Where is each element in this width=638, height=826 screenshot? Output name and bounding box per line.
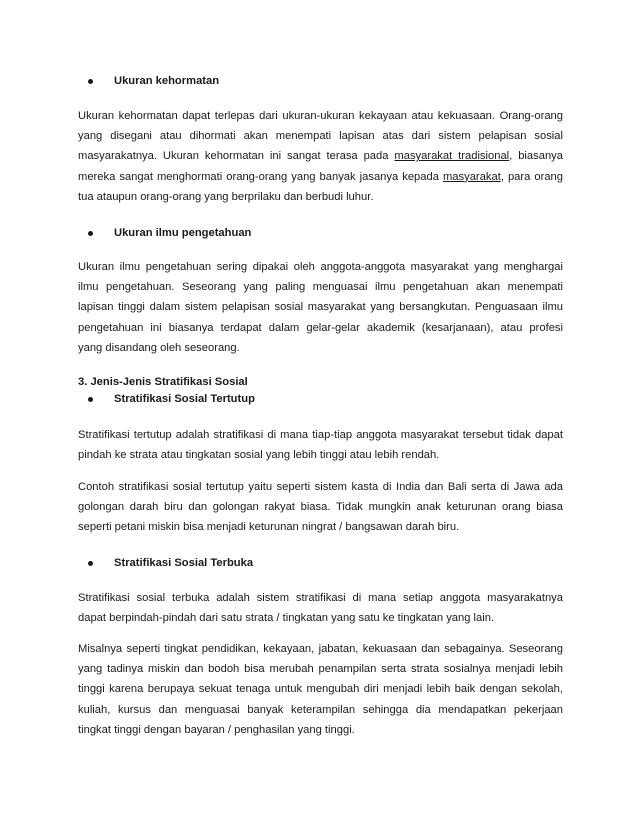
- paragraph-line: seperti petani miskin bisa menjadi keturunan ningrat / bangsawan darah biru.: [78, 521, 460, 534]
- paragraph-line: [78, 167, 563, 187]
- paragraph-line: Stratifikasi tertutup adalah stratifikasi di mana tiap-tiap anggota masyarakat tersebut tidak dapat: [78, 429, 563, 441]
- paragraph-line: tua ataupun orang-orang yang berprilaku dan berbudi luhur.: [78, 190, 374, 203]
- paragraph-stratifikasi-terbuka-definisi: [78, 588, 563, 628]
- bullet-heading-text: Stratifikasi Sosial Tertutup: [114, 393, 255, 405]
- paragraph-line: kuliah, kursus dan menguasai banyak keterampilan sehingga dia mendapatkan pekerjaan: [78, 703, 563, 716]
- line-segment: masyarakatnya. Ukuran kehormatan ini sangat terasa pada: [78, 150, 395, 163]
- bullet-dot-icon: [88, 79, 93, 84]
- paragraph-line: Stratifikasi sosial terbuka adalah sistem stratifikasi di mana setiap anggota masyarakatnya: [78, 592, 563, 604]
- bullet-heading-text: Stratifikasi Sosial Terbuka: [114, 557, 254, 569]
- paragraph-stratifikasi-terbuka-contoh: [78, 639, 563, 740]
- link-masyarakat-tradisional[interactable]: masyarakat tradisional: [394, 150, 510, 163]
- paragraph-line: yang disandang oleh seseorang.: [78, 341, 240, 354]
- line-segment: mereka sangat menghormati orang-orang yang banyak jasanya kepada: [78, 170, 443, 183]
- paragraph-line: tingkat tinggi dengan bayaran / penghasilan yang tinggi.: [78, 723, 355, 736]
- paragraph-stratifikasi-tertutup-contoh: [78, 477, 563, 538]
- paragraph-line: Ukuran kehormatan dapat terlepas dari ukuran-ukuran kekayaan atau kekuasaan. Orang-orang: [78, 110, 563, 122]
- bullet-dot-icon: [88, 231, 93, 236]
- line-segment: , para orang: [500, 170, 563, 183]
- paragraph-line: Misalnya seperti tingkat pendidikan, kekayaan, jabatan, kekuasaan dan sebagainya. Seseorang: [78, 643, 563, 655]
- bullet-dot-icon: [88, 561, 93, 566]
- paragraph-line: tinggi karena berupaya sekuat tenaga untuk mengubah diri menjadi lebih baik dengan sekolah,: [78, 683, 563, 696]
- paragraph-line: yang tadinya miskin dan bodoh bisa merubah penampilan serta strata sosialnya menjadi lebih: [78, 663, 563, 676]
- section-title-jenis-stratifikasi: 3. Jenis-Jenis Stratifikasi Sosial: [78, 376, 248, 388]
- paragraph-line: [78, 146, 563, 166]
- bullet-dot-icon: [88, 397, 93, 402]
- bullet-heading-text: Ukuran kehormatan: [114, 75, 220, 87]
- link-masyarakat[interactable]: masyarakat: [442, 170, 501, 183]
- line-segment: , biasanya: [509, 150, 563, 163]
- paragraph-line: lapisan tinggi dalam sistem pelapisan sosial masyarakat yang bersangkutan. Penguasaan ilmu: [78, 301, 563, 314]
- paragraph-line: ilmu pengetahuan. Seseorang yang paling menguasai ilmu pengetahuan akan menempati: [78, 281, 563, 294]
- paragraph-line: golongan darah biru dan golongan rakyat biasa. Tidak mungkin anak keturunan orang biasa: [78, 501, 563, 514]
- paragraph-line: pengetahuan ini biasanya terdapat dalam gelar-gelar akademik (kesarjanaan), atau profesi: [78, 321, 563, 334]
- paragraph-line: Ukuran ilmu pengetahuan sering dipakai oleh anggota-anggota masyarakat yang menghargai: [78, 261, 563, 273]
- paragraph-ukuran-ilmu-pengetahuan: [78, 257, 563, 358]
- paragraph-line: dapat berpindah-pindah dari satu strata / tingkatan yang satu ke tingkatan yang lain.: [78, 612, 495, 625]
- paragraph-ukuran-kehormatan: [78, 106, 563, 207]
- paragraph-line: pindah ke strata atau tingkatan sosial yang lebih tinggi atau lebih rendah.: [78, 449, 440, 462]
- paragraph-line: yang disegani atau dihormati akan menempati lapisan atas dari sistem pelapisan sosial: [78, 130, 563, 143]
- paragraph-line: Contoh stratifikasi sosial tertutup yaitu seperti sistem kasta di India dan Bali serta di Jawa ada: [78, 481, 563, 493]
- bullet-heading-text: Ukuran ilmu pengetahuan: [114, 227, 252, 239]
- paragraph-stratifikasi-tertutup-definisi: [78, 425, 563, 465]
